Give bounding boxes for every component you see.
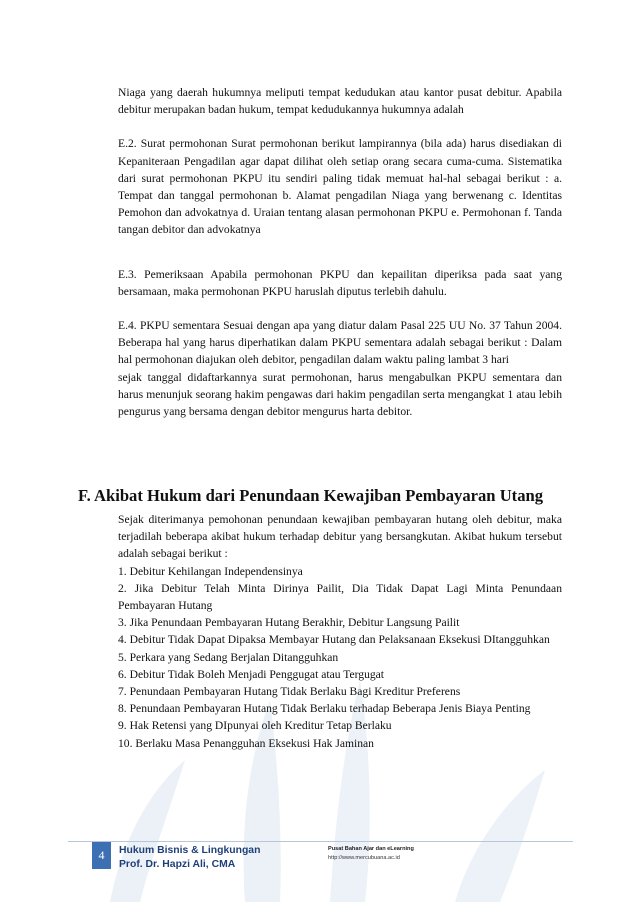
footer-center-url: http://www.mercubuana.ac.id: [328, 855, 400, 861]
footer-course-title: Hukum Bisnis & Lingkungan: [119, 845, 261, 856]
footer-author: Prof. Dr. Hapzi Ali, CMA: [119, 859, 236, 870]
list-item: 8. Penundaan Pembayaran Hutang Tidak Berlaku terhadap Beberapa Jenis Biaya Penting: [118, 702, 531, 716]
footer-divider: [68, 841, 573, 842]
body-section-f: [118, 511, 562, 752]
list-item: 3. Jika Penundaan Pembayaran Hutang Berakhir, Debitur Langsung Pailit: [118, 616, 460, 630]
list-item: 6. Debitur Tidak Boleh Menjadi Penggugat atau Tergugat: [118, 667, 385, 681]
paragraph-intro: Niaga yang daerah hukumnya meliputi tempat kedudukan atau kantor pusat debitur. Apabila debitur merupakan badan hukum, tempat kedudukannya hukumnya adalah: [118, 86, 562, 117]
list-item: 9. Hak Retensi yang DIpunyai oleh Kreditur Tetap Berlaku: [118, 719, 392, 733]
list-item: 10. Berlaku Masa Penangguhan Eksekusi Hak Jaminan: [118, 736, 374, 750]
paragraph-f-intro: Sejak diterimanya pemohonan penundaan kewajiban pembayaran hutang oleh debitur, maka terjadilah beberapa akibat hukum terhadap debitur yang bersangkutan. Akibat hukum tersebut adalah sebagai berikut :: [118, 513, 562, 561]
footer-center-name: Pusat Bahan Ajar dan eLearning: [328, 846, 414, 852]
list-item: 4. Debitur Tidak Dapat Dipaksa Membayar Hutang dan Pelaksanaan Eksekusi DItangguhkan: [118, 633, 550, 647]
page-number: 4: [92, 842, 111, 869]
paragraph-e4-continued: sejak tanggal didaftarkannya surat permohonan, harus mengabulkan PKPU sementara dan harus menunjuk seorang hakim pengawas dari hakim pengadilan serta mengangkat 1 atau lebih pengurus yang bersama dengan debitor mengurus harta debitor.: [118, 370, 562, 419]
list-item: 1. Debitur Kehilangan Independensinya: [118, 564, 303, 578]
list-item: 2. Jika Debitur Telah Minta Dirinya Pailit, Dia Tidak Dapat Lagi Minta Penundaan Pembayaran Hutang: [118, 581, 562, 613]
paragraph-e3: E.3. Pemeriksaan Apabila permohonan PKPU dan kepailitan diperiksa pada saat yang bersamaan, maka permohonan PKPU haruslah diputus terlebih dahulu.: [118, 267, 562, 298]
body-section-e: [118, 84, 562, 420]
paragraph-e4: E.4. PKPU sementara Sesuai dengan apa yang diatur dalam Pasal 225 UU No. 37 Tahun 2004. Beberapa hal yang harus diperhatikan dalam PKPU sementara adalah sebagai berikut : Dalam hal permohonan diajukan oleh debitor, pengadilan dalam waktu paling lambat 3 hari: [118, 319, 562, 367]
list-item: 5. Perkara yang Sedang Berjalan Ditangguhkan: [118, 650, 339, 664]
list-item: 7. Penundaan Pembayaran Hutang Tidak Berlaku Bagi Kreditur Preferens: [118, 685, 461, 699]
section-f-heading: F. Akibat Hukum dari Penundaan Kewajiban Pembayaran Utang: [78, 486, 544, 505]
paragraph-e2: E.2. Surat permohonan Surat permohonan berikut lampirannya (bila ada) harus disediakan di Kepaniteraan Pengadilan agar dapat dilihat oleh setiap orang secara cuma-cuma. Sistematika dari surat permohonan PKPU itu sendiri paling tidak memuat hal-hal sebagai berikut : a. Tempat dan tanggal permohonan b. Alamat pengadilan Niaga yang berwenang c. Identitas Pemohon dan advokatnya d. Uraian tentang alasan permohonan PKPU e. Permohonan f. Tanda tangan debitor dan advokatnya: [118, 137, 562, 237]
